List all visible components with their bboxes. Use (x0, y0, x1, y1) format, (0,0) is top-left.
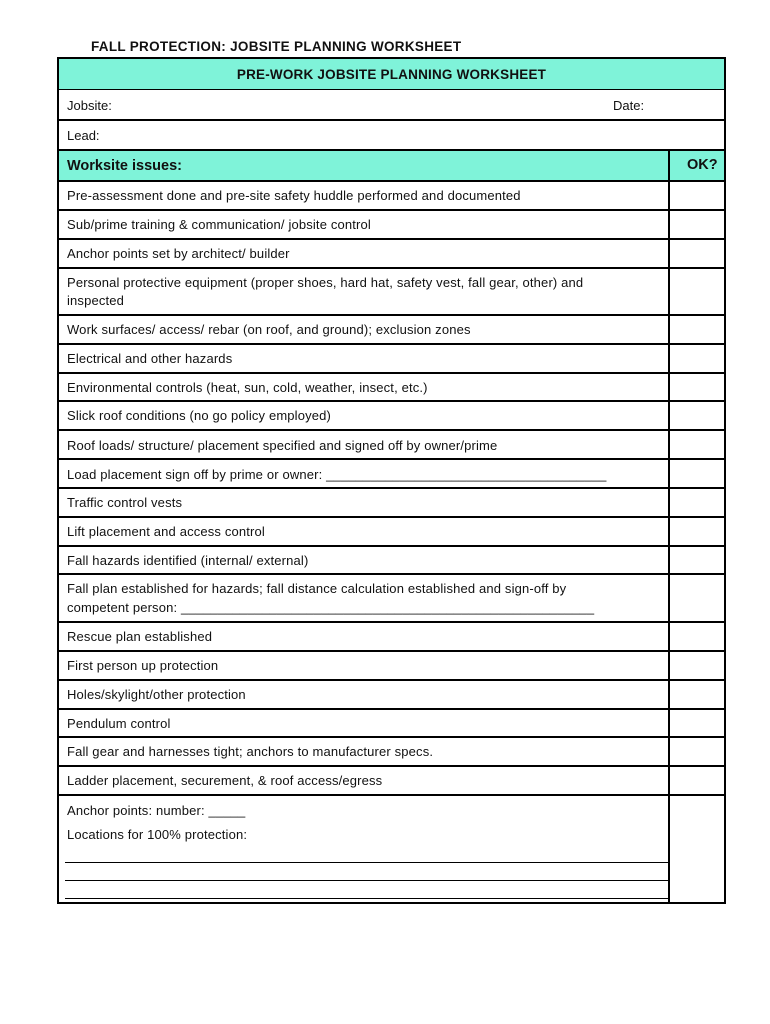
checklist-item[interactable]: Load placement sign off by prime or owner: ______________________________________ (59, 460, 724, 489)
anchor-points-section[interactable] (59, 796, 724, 902)
locations-label: Locations for 100% protection: (67, 827, 248, 842)
page-title: FALL PROTECTION: JOBSITE PLANNING WORKSHEET (91, 39, 462, 54)
checklist-item[interactable]: Pre-assessment done and pre-site safety huddle performed and documented (59, 182, 724, 211)
blank-line[interactable] (65, 880, 669, 881)
checklist-item[interactable]: Fall plan established for hazards; fall distance calculation established and sign-off by competent person: ________________________________________________________ (59, 575, 724, 623)
checklist-item[interactable]: Ladder placement, securement, & roof access/egress (59, 767, 724, 796)
blank-line[interactable] (65, 862, 669, 863)
checklist-item[interactable]: Work surfaces/ access/ rebar (on roof, and ground); exclusion zones (59, 316, 724, 345)
checklist-item[interactable]: Electrical and other hazards (59, 345, 724, 374)
checklist-item[interactable]: Traffic control vests (59, 489, 724, 518)
checklist-item[interactable]: First person up protection (59, 652, 724, 681)
worksite-issues-header (59, 151, 724, 182)
jobsite-row[interactable] (59, 90, 724, 121)
lead-label: Lead: (67, 128, 100, 143)
checklist-item[interactable]: Holes/skylight/other protection (59, 681, 724, 710)
checklist-item[interactable]: Rescue plan established (59, 623, 724, 652)
anchor-points-number: Anchor points: number: _____ (67, 803, 246, 818)
lead-row[interactable] (59, 121, 724, 151)
blank-line[interactable] (65, 898, 669, 899)
checklist-item[interactable]: Anchor points set by architect/ builder (59, 240, 724, 269)
ok-header: OK? (687, 157, 718, 173)
checklist-item[interactable]: Environmental controls (heat, sun, cold, weather, insect, etc.) (59, 374, 724, 402)
checklist-item[interactable]: Sub/prime training & communication/ jobsite control (59, 211, 724, 240)
jobsite-label: Jobsite: (67, 98, 112, 113)
checklist-item[interactable]: Pendulum control (59, 710, 724, 738)
checklist-item[interactable]: Fall hazards identified (internal/ external) (59, 547, 724, 575)
checklist-item[interactable]: Roof loads/ structure/ placement specified and signed off by owner/prime (59, 431, 724, 460)
checklist-item[interactable]: Lift placement and access control (59, 518, 724, 547)
worksheet-table (57, 57, 726, 904)
worksite-issues-label: Worksite issues: (67, 158, 182, 174)
checklist-item[interactable]: Slick roof conditions (no go policy employed) (59, 402, 724, 431)
checklist-item[interactable]: Fall gear and harnesses tight; anchors to manufacturer specs. (59, 738, 724, 767)
date-label: Date: (613, 98, 645, 113)
checklist-item[interactable]: Personal protective equipment (proper shoes, hard hat, safety vest, fall gear, other) and inspected (59, 269, 724, 316)
worksheet-banner: PRE-WORK JOBSITE PLANNING WORKSHEET (59, 59, 724, 90)
